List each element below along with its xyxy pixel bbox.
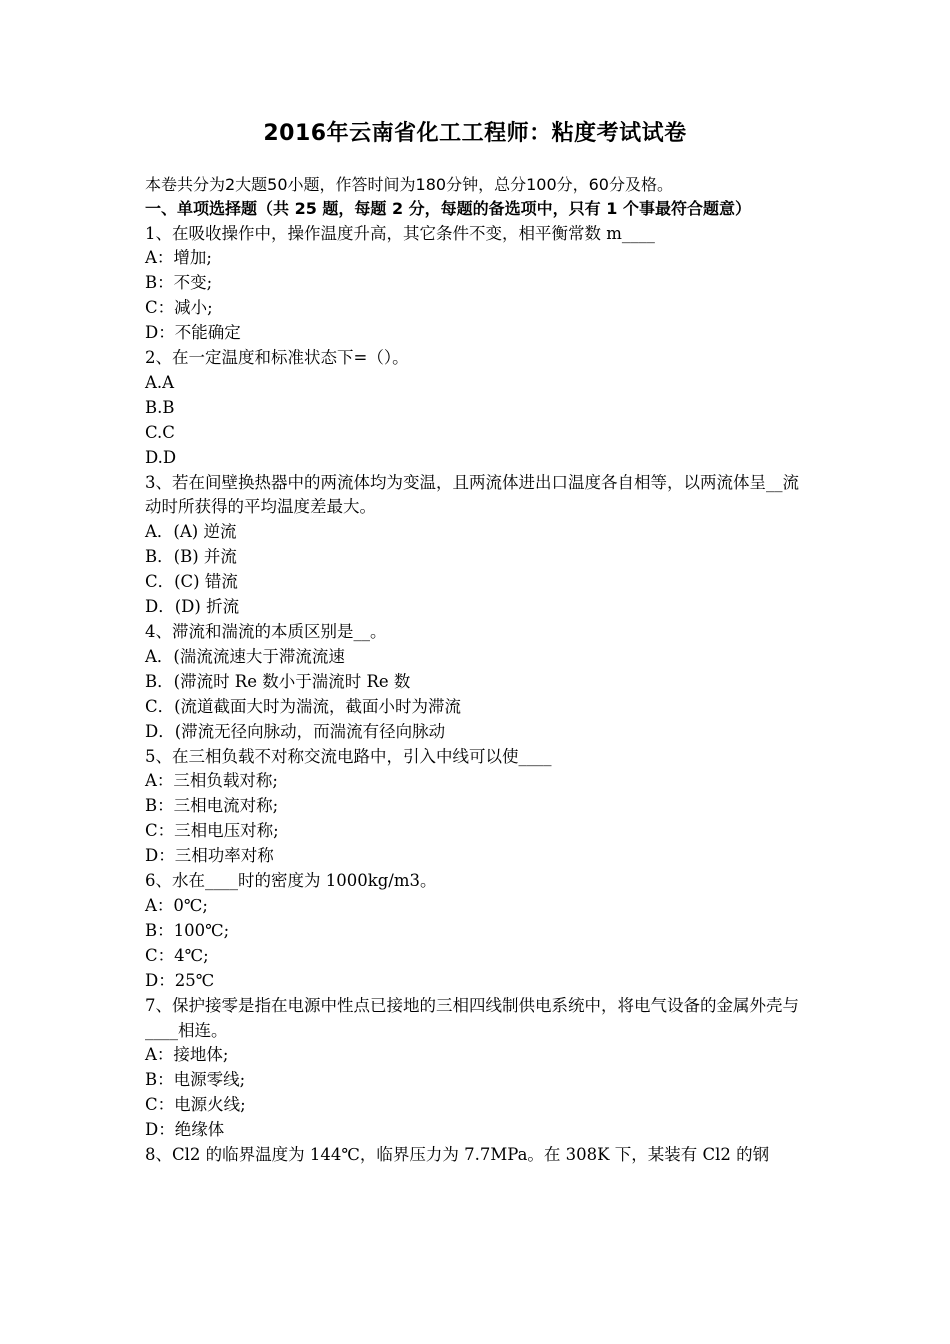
option-a: A：增加; (145, 248, 212, 268)
option-d: D：绝缘体 (145, 1120, 225, 1140)
question-3 (145, 471, 810, 620)
option-d: D：25℃ (145, 970, 215, 990)
exam-intro: 本卷共分为2大题50小题，作答时间为180分钟，总分100分，60分及格。 (145, 175, 673, 194)
option-d: D．(滞流无径向脉动，而湍流有径向脉动 (145, 721, 446, 741)
option-b: B：电源零线; (145, 1070, 246, 1090)
question-stem: 5、在三相负载不对称交流电路中，引入中线可以使____ (145, 746, 552, 766)
question-6 (145, 869, 810, 994)
option-c: C．(流道截面大时为湍流，截面小时为滞流 (145, 696, 462, 716)
option-c: C：三相电压对称; (145, 821, 279, 841)
question-2 (145, 346, 810, 471)
option-b: B：三相电流对称; (145, 796, 279, 816)
question-stem: 3、若在间壁换热器中的两流体均为变温，且两流体进出口温度各自相等，以两流体呈__流动时所获得的平均温度差最大。 (145, 472, 799, 517)
option-d: D．(D) 折流 (145, 597, 240, 617)
option-a: A．(A) 逆流 (145, 522, 237, 542)
option-a: A.A (145, 372, 175, 392)
question-1 (145, 222, 810, 347)
page-title: 2016年云南省化工工程师：粘度考试试卷 (263, 121, 687, 146)
option-c: C：4℃; (145, 945, 209, 965)
option-d: D：不能确定 (145, 323, 241, 343)
option-c: C.C (145, 422, 175, 442)
question-stem: 1、在吸收操作中，操作温度升高，其它条件不变，相平衡常数 m____ (145, 223, 655, 243)
option-a: A：三相负载对称; (145, 771, 278, 791)
option-b: B．(滞流时 Re 数小于湍流时 Re 数 (145, 671, 411, 691)
question-4 (145, 620, 810, 745)
option-a: A：接地体; (145, 1045, 229, 1065)
option-d: D.D (145, 447, 177, 467)
option-b: B．(B) 并流 (145, 547, 237, 567)
option-b: B.B (145, 397, 175, 417)
question-8 (145, 1143, 810, 1168)
question-stem: 2、在一定温度和标准状态下=（）。 (145, 348, 409, 368)
option-b: B：不变; (145, 273, 213, 293)
section-heading: 一、单项选择题（共 25 题，每题 2 分，每题的备选项中，只有 1 个事最符合题意） (145, 199, 751, 218)
question-stem: 6、水在____时的密度为 1000kg/m3。 (145, 871, 437, 891)
question-5 (145, 745, 810, 870)
option-b: B：100℃; (145, 920, 230, 940)
question-stem: 4、滞流和湍流的本质区别是__。 (145, 622, 387, 641)
option-c: C：电源火线; (145, 1095, 246, 1115)
option-c: C：减小; (145, 298, 213, 318)
question-7 (145, 994, 810, 1143)
option-d: D：三相功率对称 (145, 846, 274, 866)
option-a: A．(湍流流速大于滞流流速 (145, 646, 345, 666)
option-c: C．(C) 错流 (145, 572, 238, 592)
question-stem: 8、Cl2 的临界温度为 144℃，临界压力为 7.7MPa。在 308K 下，某装有 Cl2 的钢 (145, 1145, 770, 1165)
option-a: A：0℃; (145, 895, 208, 915)
document-body (145, 172, 810, 1168)
question-stem: 7、保护接零是指在电源中性点已接地的三相四线制供电系统中，将电气设备的金属外壳与____相连。 (145, 995, 799, 1040)
